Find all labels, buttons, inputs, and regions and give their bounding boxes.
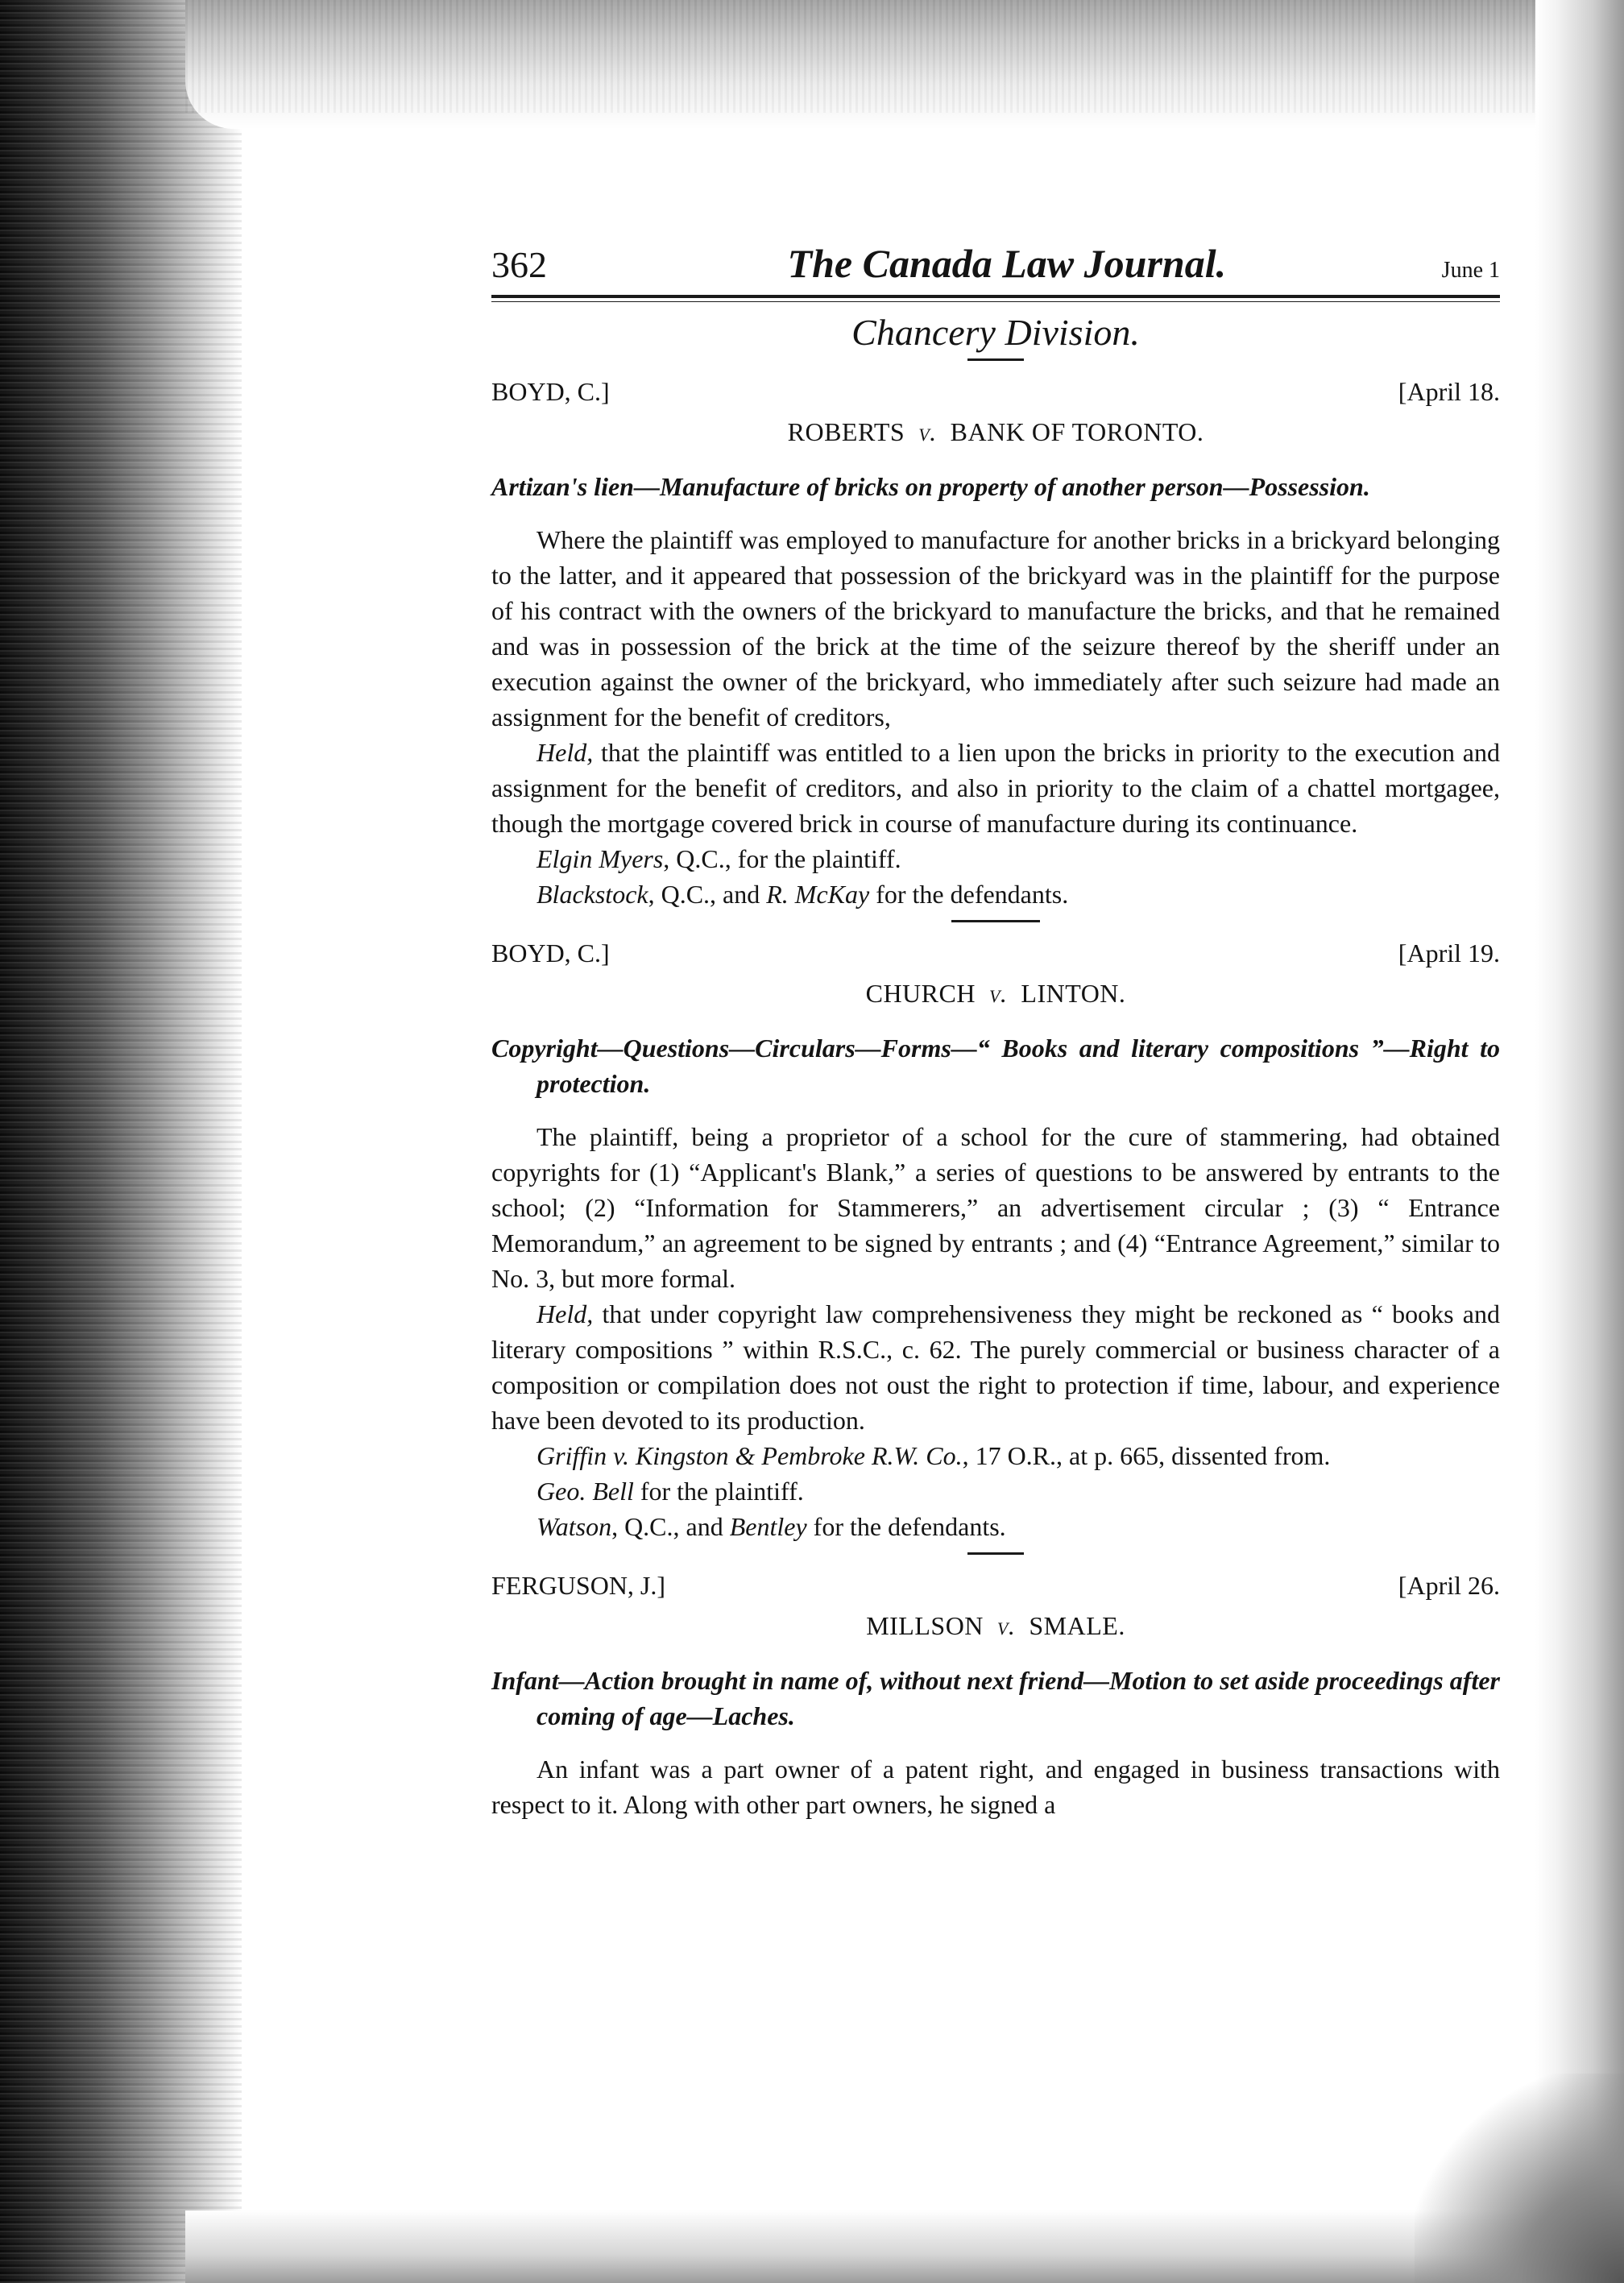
journal-title: The Canada Law Journal.: [787, 241, 1227, 286]
held-paragraph: [491, 1296, 1500, 1438]
decision-date: [April 19.: [1398, 938, 1500, 967]
headnote: Artizan's lien—Manufacture of bricks on property of another person—Possession.: [491, 472, 1370, 501]
case-title: [491, 414, 1500, 450]
counsel-joiner: , Q.C., and: [648, 880, 767, 909]
judge-name: BOYD, C.]: [491, 938, 610, 967]
counsel-name-2: Bentley: [729, 1512, 807, 1541]
scan-bottom-edge-shadow: [185, 2210, 1624, 2283]
headnote: Copyright—Questions—Circulars—Forms—“ Books and literary compositions ”—Right to protection.: [491, 1034, 1500, 1098]
case-summary: The plaintiff, being a proprietor of a school for the cure of stammering, had obtained copyrights for (1) “Applicant's Blank,” a series of questions to be answered by entrants to the school; (2) “Information for Stammerers,” an advertisement circular ; (3) “ Entrance Memorandum,” an agreement to be signed by entrants ; and (4) “Entrance Agreement,” similar to No. 3, but more formal.: [491, 1122, 1500, 1293]
counsel-role: for the plaintiff.: [633, 1477, 804, 1506]
case-church-v-linton: [491, 935, 1500, 1544]
case-divider: [951, 920, 1040, 922]
defendant-name: SMALE.: [1029, 1611, 1125, 1640]
counsel-role: for the defendants.: [869, 880, 1069, 909]
citation-rest: , 17 O.R., at p. 665, dissented from.: [962, 1441, 1331, 1470]
defendant-name: LINTON.: [1021, 979, 1126, 1008]
decision-date: [April 18.: [1398, 377, 1500, 406]
judge-name: BOYD, C.]: [491, 377, 610, 406]
plaintiff-name: ROBERTS: [787, 417, 905, 446]
case-divider: [967, 1552, 1024, 1555]
header-rule-thin: [491, 301, 1500, 302]
scan-top-edge-noise: [185, 0, 1624, 113]
scan-right-edge-shadow: [1535, 0, 1624, 2283]
scan-corner-shadow: [1415, 2074, 1624, 2283]
versus: v.: [990, 1611, 1022, 1640]
headnote: Infant—Action brought in name of, without next friend—Motion to set aside proceedings after coming of age—Laches.: [491, 1666, 1500, 1730]
case-roberts-v-bank-of-toronto: [491, 374, 1500, 912]
held-text: that the plaintiff was entitled to a lien upon the bricks in priority to the execution and assignment for the benefit of creditors, and also in priority to the claim of a chattel mortgagee, though the mortgage covered brick in course of manufacture during its continuance.: [491, 738, 1500, 838]
judge-name: FERGUSON, J.]: [491, 1571, 666, 1600]
counsel-name: Blackstock: [536, 880, 648, 909]
counsel-role: , Q.C., for the plaintiff.: [663, 844, 901, 873]
counsel-name: Geo. Bell: [536, 1477, 634, 1506]
held-label: Held,: [536, 1299, 594, 1328]
counsel-defendants: [536, 876, 1500, 912]
counsel-plaintiff: [536, 1473, 1500, 1509]
case-summary: An infant was a part owner of a patent right, and engaged in business transactions with respect to it. Along with other part owners, he signed a: [491, 1755, 1500, 1819]
counsel-defendants: [536, 1509, 1500, 1544]
case-title: [491, 976, 1500, 1011]
division-title: Chancery Division.: [851, 312, 1140, 353]
header-rule-thick: [491, 295, 1500, 298]
held-paragraph: [491, 735, 1500, 841]
held-text: that under copyright law comprehensiveness they might be reckoned as “ books and literary compositions ” within R.S.C., c. 62. The purely commercial or business character of a composition or compilation does not oust the right to protection if time, labour, and experience have been devoted to its production.: [491, 1299, 1500, 1435]
counsel-name: Elgin Myers: [536, 844, 664, 873]
plaintiff-name: CHURCH: [865, 979, 976, 1008]
running-header: [491, 241, 1500, 293]
judge-line: [491, 374, 1500, 409]
case-summary: Where the plaintiff was employed to manufacture for another bricks in a brickyard belonging to the latter, and it appeared that possession of the brickyard was in the plaintiff for the purpose of his contract with the owners of the brickyard to manufacture the bricks, and that he remained and was in possession of the brick at the time of the seizure thereof by the sheriff under an execution against the owner of the brickyard, who immediately after such seizure had made an assignment for the benefit of creditors,: [491, 525, 1500, 731]
citation: [491, 1438, 1500, 1473]
versus: v.: [911, 417, 944, 446]
plaintiff-name: MILLSON: [866, 1611, 984, 1640]
decision-date: [April 26.: [1398, 1571, 1500, 1600]
counsel-name: Watson: [536, 1512, 612, 1541]
page-number: 362: [491, 244, 547, 285]
case-title: [491, 1608, 1500, 1643]
counsel-joiner: , Q.C., and: [611, 1512, 730, 1541]
defendant-name: BANK OF TORONTO.: [950, 417, 1204, 446]
judge-line: [491, 1568, 1500, 1603]
held-label: Held,: [536, 738, 594, 767]
section-divider: [967, 358, 1024, 361]
counsel-name-2: R. McKay: [766, 880, 870, 909]
versus: v.: [982, 979, 1014, 1008]
case-millson-v-smale: [491, 1568, 1500, 1822]
cited-case-name: Griffin v. Kingston & Pembroke R.W. Co.: [536, 1441, 963, 1470]
counsel-plaintiff: [536, 841, 1500, 876]
header-date: June 1: [1441, 258, 1500, 283]
scan-left-edge-streaks: [0, 0, 242, 2283]
counsel-role: for the defendants.: [806, 1512, 1006, 1541]
journal-page: [491, 241, 1500, 1822]
judge-line: [491, 935, 1500, 971]
